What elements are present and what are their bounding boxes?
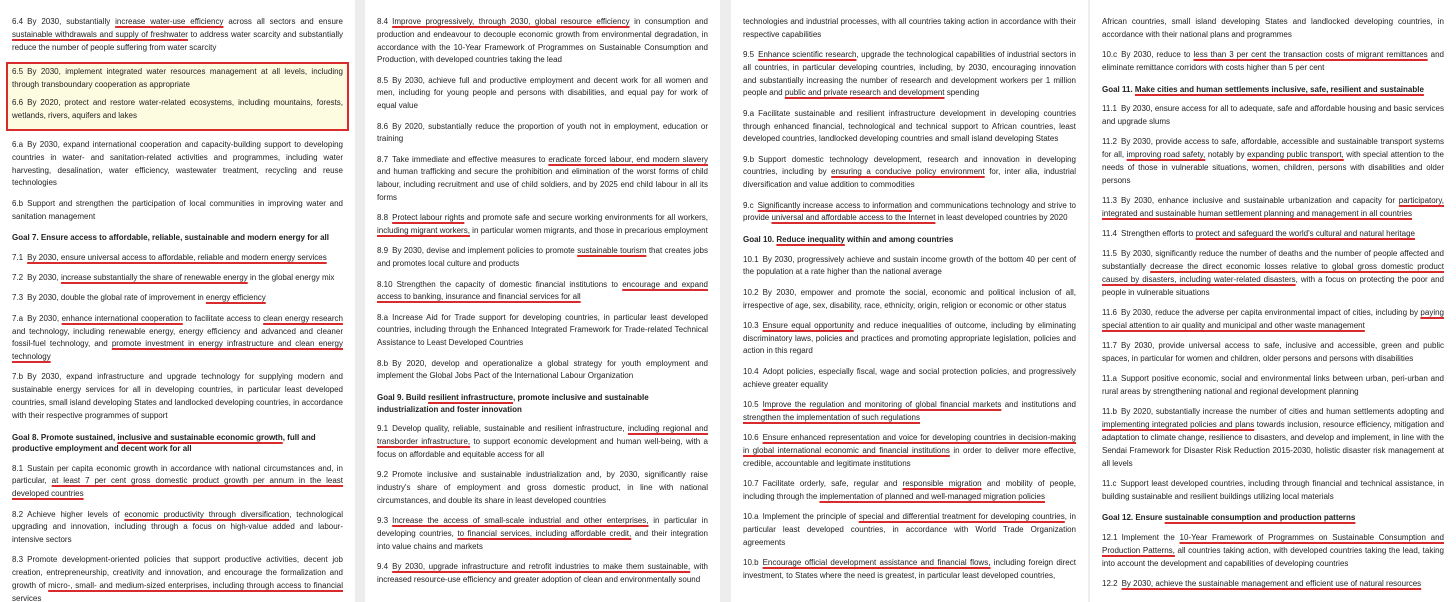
target-11-1: 11.1 By 2030, ensure access for all to adequate, safe and affordable housing and basic services and upgrade slums [1102,104,1444,126]
target-7-2: 7.2 By 2030, increase substantially the share of renewable energy in the global energy mix [12,273,335,283]
target-9-1: 9.1 Develop quality, reliable, sustainable and resilient infrastructure, including regional and transborder infrastructure, to support economic development and human well-being, with a focus on affordable and equitable access for all [377,424,708,459]
target-10-c: 10.c By 2030, reduce to less than 3 per cent the transaction costs of migrant remittances and eliminate remittance corridors with costs higher than 5 per cent [1102,50,1444,72]
target-10-3: 10.3 Ensure equal opportunity and reduce inequalities of outcome, including by eliminating discriminatory laws, policies and practices and promoting appropriate legislation, policies and action in this regard [743,320,1076,356]
target-10-2: 10.2 By 2030, empower and promote the social, economic and political inclusion of all, irrespective of age, sex, disability, race, ethnicity, origin, religion or economic or other status [743,287,1076,310]
target-12-1: 12.1 Implement the 10-Year Framework of Programmes on Sustainable Consumption and Production Patterns, all countries taking action, with developed countries taking the lead, taking into account the development and capabilities of developing countries [1102,532,1445,568]
goal-11-heading: Goal 11. Make cities and human settlements inclusive, safe, resilient and sustainable [1102,84,1424,94]
target-8-4: 8.4 Improve progressively, through 2030, global resource efficiency in consumption and production and endeavour to decouple economic growth from environmental degradation, in accordance with the 10-Year Framework of Programmes on Sustainable Consumption and Production, with developed countries taking the lead [377,17,708,65]
target-8-2: 8.2 Achieve higher levels of economic productivity through diversification, technological upgrading and innovation, including through a focus on high-value added and labour-intensive sectors [12,509,343,545]
highlight-underline: increase water-use efficiency [115,17,224,26]
target-11-a: 11.a Support positive economic, social and environmental links between urban, peri-urban and rural areas by strengthening national and regional development planning [1102,374,1444,397]
target-8-3: 8.3 Promote development-oriented policies that support productive activities, decent job creation, entrepreneurship, creativity and innovation, and encourage the formalization and growth of micro-, small- and medium-sized enterprises, including through access to financial services [12,555,343,602]
continued-text: African countries, small island developing States and landlocked developing countries, in accordance with their national plans and programmes [1102,17,1444,39]
goal-9-heading: Goal 9. Build resilient infrastructure, promote inclusive and sustainable industrialization and foster innovation [377,393,649,414]
target-9-3: 9.3 Increase the access of small-scale industrial and other enterprises, in particular in developing countries, to financial services, including affordable credit, and their integration into value chains and markets [377,515,709,551]
document-page-2 [365,0,720,602]
target-11-7: 11.7 By 2030, provide universal access to safe, inclusive and accessible, green and public spaces, in particular for women and children, older persons and persons with disabilities [1102,341,1444,363]
highlighted-box [6,62,349,131]
target-10-5: 10.5 Improve the regulation and monitoring of global financial markets and institutions and strengthen the implementation of such regulations [743,399,1076,422]
target-8-b: 8.b By 2020, develop and operationalize a global strategy for youth employment and implement the Global Jobs Pact of the International Labour Organization [377,358,708,381]
target-11-6: 11.6 By 2030, reduce the adverse per capita environmental impact of cities, including by paying special attention to air quality and municipal and other waste management [1102,308,1444,330]
target-7-a: 7.a By 2030, enhance international cooperation to facilitate access to clean energy research and technology, including renewable energy, energy efficiency and advanced and cleaner fossil-fuel technology, and promote investment in energy infrastructure and clean energy technology [12,313,343,362]
target-9-b: 9.b Support domestic technology development, research and innovation in developing countries, including by ensuring a conducive policy environment for, inter alia, industrial diversification and value addition to commodities [743,154,1077,190]
target-11-4: 11.4 Strengthen efforts to protect and safeguard the world's cultural and natural heritage [1102,229,1416,239]
target-9-2: 9.2 Promote inclusive and sustainable industrialization and, by 2030, significantly raise industry's share of employment and gross domestic product, in line with national circumstances, and double its share in least developed countries [377,470,708,505]
goal-8-heading: Goal 8. Promote sustained, inclusive and sustainable economic growth, full and productive employment and decent work for all [12,432,316,454]
target-9-c: 9.c Significantly increase access to information and communications technology and strive to provide universal and affordable access to the Internet in least developed countries by 2020 [743,200,1076,223]
target-6-a: 6.a By 2030, expand international cooperation and capacity-building support to developing countries in water- and sanitation-related activities and programmes, including water harvesting, desalination, water efficiency, wastewater treatment, recycling and reuse technologies [12,140,343,188]
target-6-6: 6.6 By 2020, protect and restore water-related ecosystems, including mountains, forests, wetlands, rivers, aquifers and lakes [12,98,343,121]
target-10-6: 10.6 Ensure enhanced representation and voice for developing countries in decision-making in global international economic and financial institutions in order to deliver more effective, credible, accountable and legitimate institutions [743,432,1076,468]
target-7-3: 7.3 By 2030, double the global rate of improvement in energy efficiency [12,293,266,303]
goal-10-heading: Goal 10. Reduce inequality within and among countries [743,235,954,245]
continued-text: technologies and industrial processes, with all countries taking action in accordance with their respective capabilities [743,17,1076,39]
target-8-9: 8.9 By 2030, devise and implement policies to promote sustainable tourism that creates jobs and promotes local culture and products [377,246,708,269]
document-page-3 [731,0,1088,602]
target-11-2: 11.2 By 2030, provide access to safe, affordable, accessible and sustainable transport systems for all, improving road safety, notably by expanding public transport, with special attention to the needs of those in vulnerable situations, women, children, persons with disabilities and older persons [1102,137,1444,185]
target-10-b: 10.b Encourage official development assistance and financial flows, including foreign direct investment, to States where the need is greatest, in particular least developed countries, [743,557,1076,580]
target-9-5: 9.5 Enhance scientific research, upgrade the technological capabilities of industrial sectors in all countries, in particular developing countries, including, by 2030, encouraging innovation and substantially increasing the number of research and development workers per 1 million people and public and private research and development spending [743,50,1076,98]
target-10-4: 10.4 Adopt policies, especially fiscal, wage and social protection policies, and progressively achieve greater equality [743,366,1076,389]
target-8-7: 8.7 Take immediate and effective measures to eradicate forced labour, end modern slavery and human trafficking and secure the prohibition and elimination of the worst forms of child labour, including recruitment and use of child soldiers, and by 2025 end child labour in all its forms [377,154,708,203]
target-10-a: 10.a Implement the principle of special and differential treatment for developing countries, in particular least developed countries, in accordance with World Trade Organization agreements [743,511,1077,547]
target-6-5: 6.5 By 2030, implement integrated water resources management at all levels, including through transboundary cooperation as appropriate [12,66,343,89]
target-11-3: 11.3 By 2030, enhance inclusive and sustainable urbanization and capacity for participatory, integrated and sustainable human settlement planning and management in all countries [1102,195,1444,218]
target-11-5: 11.5 By 2030, significantly reduce the number of deaths and the number of people affected and substantially decrease the direct economic losses relative to global gross domestic product caused by disasters, including water-related disasters, with a focus on protecting the poor and people in vulnerable situations [1102,249,1445,297]
target-9-4: 9.4 By 2030, upgrade infrastructure and retrofit industries to make them sustainable, with increased resource-use efficiency and greater adoption of clean and environmentally sound [377,561,708,584]
document-page-1 [0,0,355,602]
target-11-c: 11.c Support least developed countries, including through financial and technical assistance, in building sustainable and resilient buildings utilizing local materials [1102,478,1444,501]
target-8-5: 8.5 By 2030, achieve full and productive employment and decent work for all women and men, including for young people and persons with disabilities, and equal pay for work of equal value [377,75,708,111]
target-7-1: 7.1 By 2030, ensure universal access to affordable, reliable and modern energy services [12,252,327,262]
goal-12-heading: Goal 12. Ensure sustainable consumption and production patterns [1102,513,1356,523]
document-page-4 [1090,0,1456,602]
target-9-a: 9.a Facilitate sustainable and resilient infrastructure development in developing countries through enhanced financial, technological and technical support to African countries, least developed countries, landlocked developing countries and small island developing States [743,108,1076,144]
target-12-2: 12.2 By 2030, achieve the sustainable management and efficient use of natural resources [1102,578,1422,588]
highlight-underline: sustainable withdrawals and supply of freshwater [12,29,188,39]
target-10-1: 10.1 By 2030, progressively achieve and sustain income growth of the bottom 40 per cent of the population at a rate higher than the national average [743,254,1076,277]
target-8-a: 8.a Increase Aid for Trade support for developing countries, in particular least developed countries, including through the Enhanced Integrated Framework for Trade-related Technical Assistance to Least Developed Countries [377,312,708,348]
target-7-b: 7.b By 2030, expand infrastructure and upgrade technology for supplying modern and sustainable energy services for all in developing countries, in particular least developed countries, small island developing States and landlocked developing countries, in accordance with their respective programmes of support [12,372,343,420]
target-6-b: 6.b Support and strengthen the participation of local communities in improving water and sanitation management [12,198,343,221]
target-8-10: 8.10 Strengthen the capacity of domestic financial institutions to encourage and expand access to banking, insurance and financial services for all [377,279,708,302]
target-10-7: 10.7 Facilitate orderly, safe, regular and responsible migration and mobility of people, including through the implementation of planned and well-managed migration policies [743,478,1076,501]
goal-7-heading: Goal 7. Ensure access to affordable, reliable, sustainable and modern energy for all [12,233,329,243]
target-6-4: 6.4 By 2030, substantially increase water-use efficiency across all sectors and ensure sustainable withdrawals and supply of freshwater to address water scarcity and substantially reduce the number of people suffering from water scarcity [12,17,344,52]
target-11-b: 11.b By 2020, substantially increase the number of cities and human settlements adopting and implementing integrated policies and plans towards inclusion, resource efficiency, mitigation and adaptation to climate change, resilience to disasters, and develop and implement, in line with the Sendai Framework for Disaster Risk Reduction 2015-2030, holistic disaster risk management at all levels [1102,407,1445,468]
target-8-1: 8.1 Sustain per capita economic growth in accordance with national circumstances and, in particular, at least 7 per cent gross domestic product growth per annum in the least developed countries [12,463,344,499]
target-8-6: 8.6 By 2020, substantially reduce the proportion of youth not in employment, education or training [377,121,708,144]
target-8-8: 8.8 Protect labour rights and promote safe and secure working environments for all workers, including migrant workers, in particular women migrants, and those in precarious employment [377,213,709,236]
